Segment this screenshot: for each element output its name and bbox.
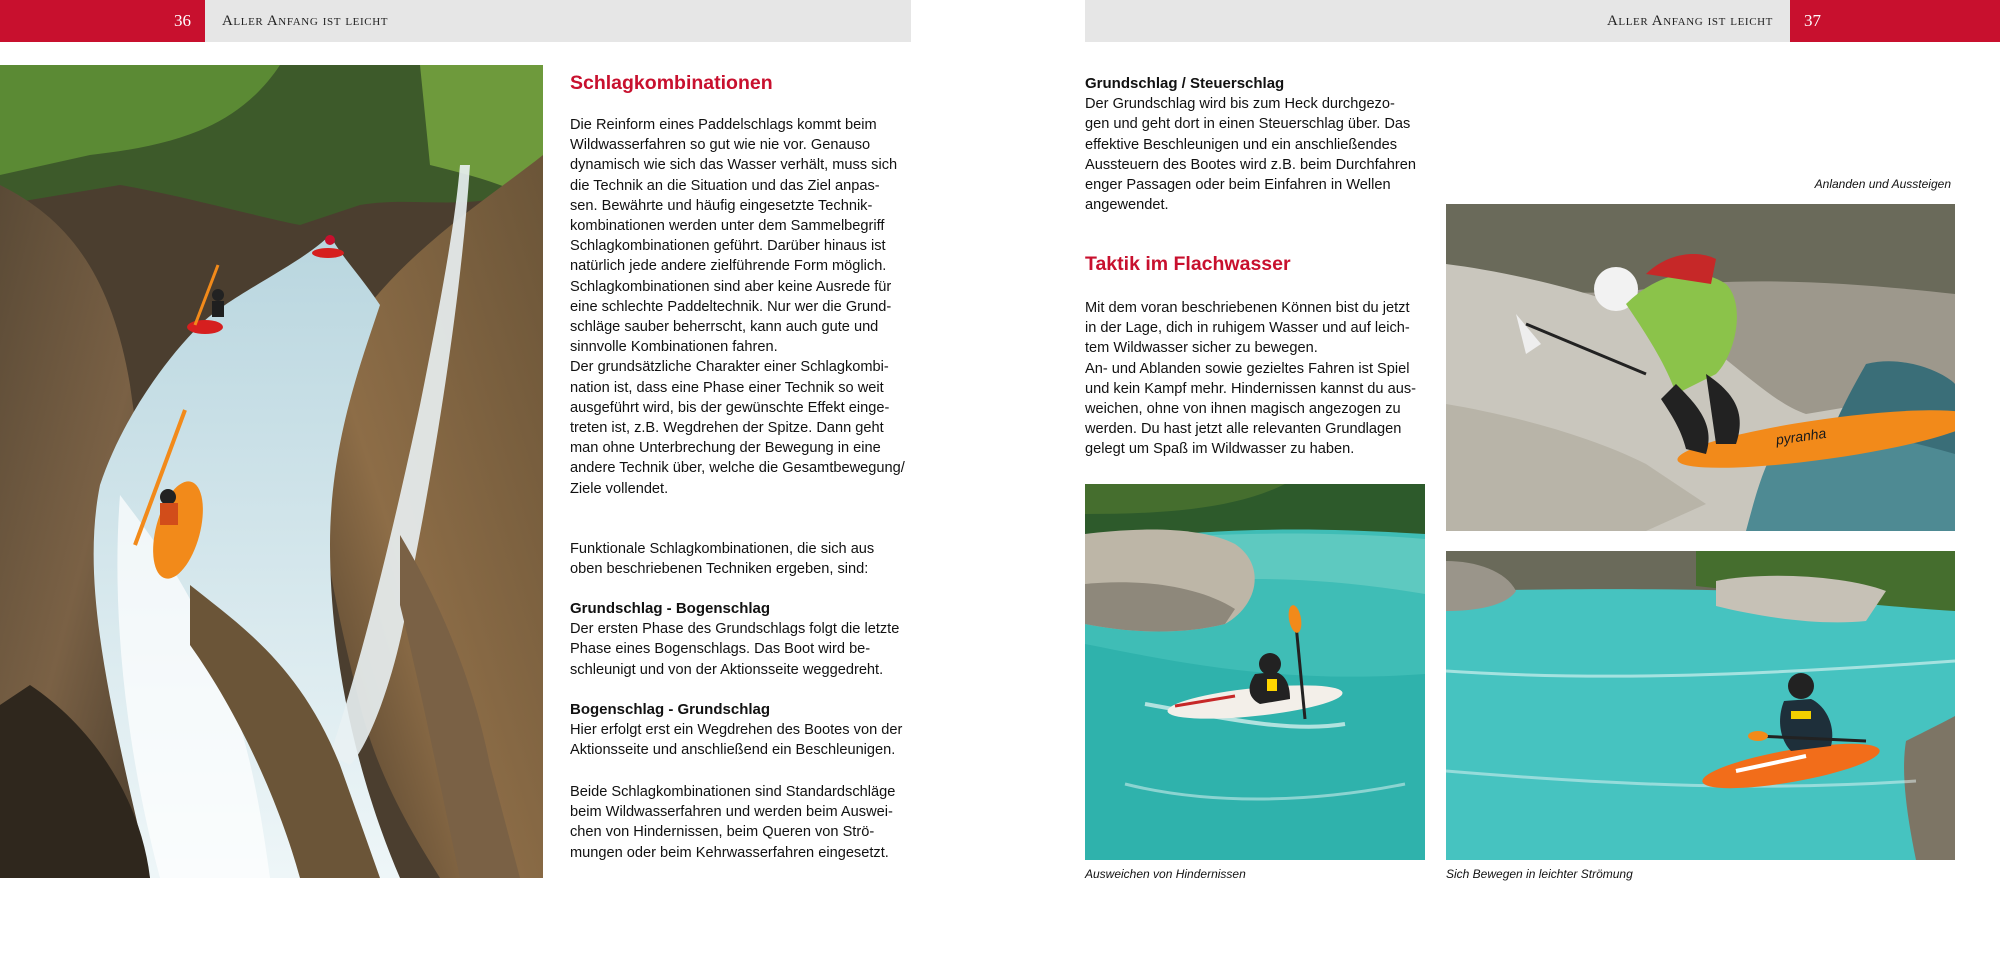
text-line: enger Passagen oder beim Einfahren in Wellen bbox=[1085, 177, 1391, 194]
text-line: natürlich jede andere zielführende Form möglich. bbox=[570, 258, 887, 275]
text-line: tem Wildwasser sicher zu bewegen. bbox=[1085, 340, 1318, 357]
avoiding-caption: Ausweichen von Hindernissen bbox=[1085, 867, 1246, 881]
text-line: Aussteuern des Bootes wird z.B. beim Durchfahren bbox=[1085, 156, 1416, 173]
text-line: Aktionsseite und anschließend ein Beschleunigen. bbox=[570, 742, 896, 759]
text-line: nation ist, dass eine Phase einer Technik so weit bbox=[570, 379, 884, 396]
text-line: schläge sauber beherrscht, kann auch gute und bbox=[570, 319, 879, 336]
text-line: gelegt um Spaß im Wildwasser zu haben. bbox=[1085, 441, 1355, 458]
text-line: sen. Bewährte und häufig eingesetzte Technik- bbox=[570, 197, 873, 214]
text-line: angewendet. bbox=[1085, 197, 1169, 214]
text-line: die Technik an die Situation und das Ziel anpas- bbox=[570, 177, 880, 194]
text-line: in der Lage, dich in ruhigem Wasser und auf leich- bbox=[1085, 320, 1410, 337]
left-page-number: 36 bbox=[0, 0, 205, 42]
functional-paragraph bbox=[570, 539, 910, 579]
text-line: ausgeführt wird, bis der gewünschte Effekt einge- bbox=[570, 399, 890, 416]
intro-paragraph bbox=[570, 115, 910, 499]
text-line: dynamisch wie sich das Wasser verhält, muss sich bbox=[570, 157, 898, 174]
text-line: Der ersten Phase des Grundschlags folgt die letzte bbox=[570, 621, 900, 638]
text-line: schleunigt und von der Aktionsseite weggedreht. bbox=[570, 661, 884, 678]
combo2-title: Bogenschlag - Grundschlag bbox=[570, 701, 771, 718]
text-line: Der grundsätzliche Charakter einer Schlagkombi- bbox=[570, 359, 889, 376]
text-line: werden. Du hast jetzt alle relevanten Grundlagen bbox=[1085, 421, 1402, 438]
gorge-kayak-photo bbox=[0, 65, 543, 878]
right-running-title: Aller Anfang ist leicht bbox=[1606, 13, 1773, 29]
text-line: Beide Schlagkombinationen sind Standardschläge bbox=[570, 784, 896, 800]
right-page-number: 37 bbox=[1790, 0, 2000, 42]
moving-caption: Sich Bewegen in leichter Strömung bbox=[1446, 867, 1633, 881]
text-line: treten ist, z.B. Wegdrehen der Spitze. Dann geht bbox=[570, 420, 884, 437]
text-line: mungen oder beim Kehrwasserfahren eingesetzt. bbox=[570, 844, 889, 861]
moving-in-current-photo bbox=[1446, 551, 1955, 860]
text-line: Wildwasserfahren so gut wie nie vor. Genauso bbox=[570, 137, 871, 154]
tactic-paragraph bbox=[1085, 298, 1430, 460]
text-line: Mit dem voran beschriebenen Können bist du jetzt bbox=[1085, 300, 1410, 316]
flachwasser-heading: Taktik im Flachwasser bbox=[1085, 253, 1291, 275]
avoiding-obstacles-photo bbox=[1085, 484, 1425, 860]
combo1-block bbox=[570, 599, 910, 680]
landing-caption: Anlanden und Aussteigen bbox=[1814, 177, 1951, 191]
text-line: Der Grundschlag wird bis zum Heck durchgezo- bbox=[1085, 96, 1395, 113]
text-line: gen und geht dort in einen Steuerschlag über. Das bbox=[1085, 116, 1411, 133]
combo1-title: Grundschlag - Bogenschlag bbox=[570, 600, 771, 617]
landing-photo bbox=[1446, 204, 1955, 531]
text-line: Hier erfolgt erst ein Wegdrehen des Bootes von der bbox=[570, 722, 903, 739]
text-line: man ohne Unterbrechung der Bewegung in eine bbox=[570, 440, 881, 457]
text-line: andere Technik über, welche die Gesamtbewegung/ bbox=[570, 460, 905, 477]
left-running-title: Aller Anfang ist leicht bbox=[222, 13, 389, 29]
text-line: chen von Hindernissen, beim Queren von Strö- bbox=[570, 824, 875, 841]
text-line: effektive Beschleunigen und ein anschließendes bbox=[1085, 136, 1398, 153]
text-line: Schlagkombinationen geführt. Darüber hinaus ist bbox=[570, 238, 886, 255]
kayak-brand-text: pyranha bbox=[1774, 424, 1828, 448]
text-line: Funktionale Schlagkombinationen, die sich aus bbox=[570, 541, 875, 557]
text-line: kombinationen werden unter dem Sammelbegriff bbox=[570, 218, 885, 235]
text-line: Phase eines Bogenschlags. Das Boot wird be- bbox=[570, 641, 871, 658]
steer-title: Grundschlag / Steuerschlag bbox=[1085, 75, 1285, 92]
text-line: An- und Ablanden sowie gezieltes Fahren ist Spiel bbox=[1085, 360, 1410, 377]
text-line: Ziele vollendet. bbox=[570, 480, 669, 497]
combo2-block bbox=[570, 700, 910, 761]
text-line: eine schlechte Paddeltechnik. Nur wer die Grund- bbox=[570, 298, 892, 315]
text-line: beim Wildwasserfahren und werden beim Auswei- bbox=[570, 804, 893, 821]
text-line: und kein Kampf mehr. Hindernissen kannst du aus- bbox=[1085, 380, 1416, 397]
text-line: oben beschriebenen Techniken ergeben, sind: bbox=[570, 561, 869, 578]
closing-paragraph bbox=[570, 782, 910, 863]
text-line: sinnvolle Kombinationen fahren. bbox=[570, 339, 778, 356]
schlagkombinationen-heading: Schlagkombinationen bbox=[570, 72, 773, 94]
steer-block bbox=[1085, 74, 1430, 215]
text-line: Die Reinform eines Paddelschlags kommt beim bbox=[570, 117, 877, 133]
text-line: weichen, ohne von ihnen magisch angezogen zu bbox=[1085, 401, 1401, 418]
text-line: Schlagkombinationen sind aber keine Ausrede für bbox=[570, 278, 892, 295]
